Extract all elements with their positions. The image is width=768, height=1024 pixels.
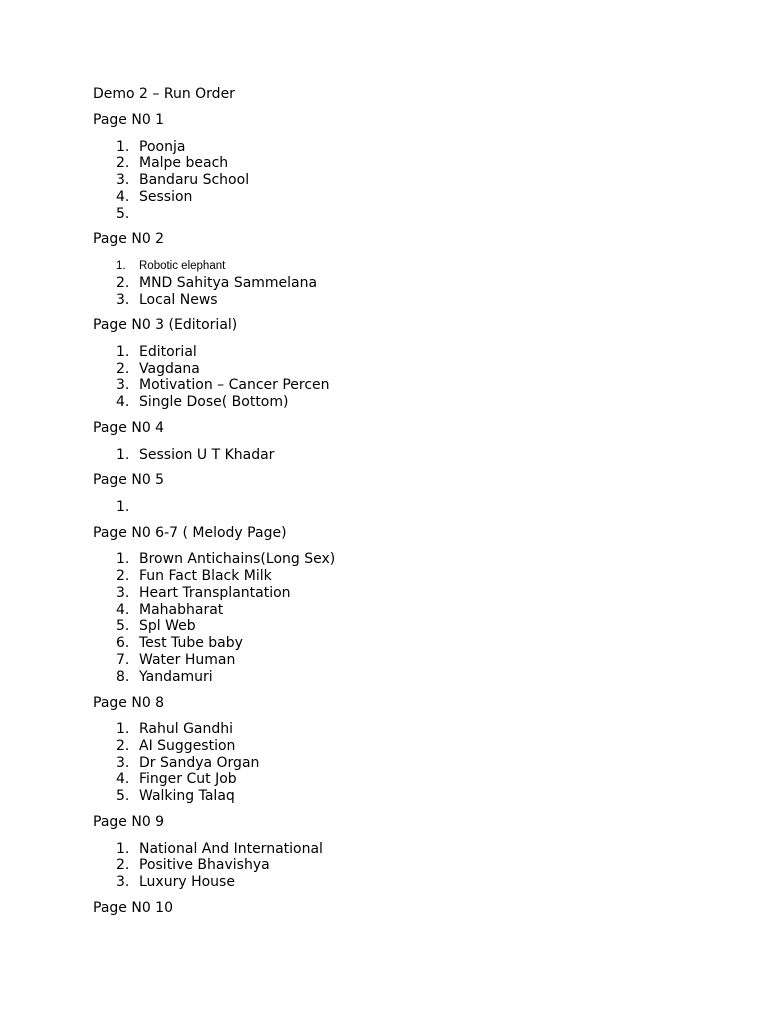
list-item-text: Malpe beach [139,155,229,172]
numbered-list [93,551,713,685]
list-item-number: 1. [116,551,130,568]
list-item [93,551,713,568]
list-item-text: Poonja [139,138,186,155]
numbered-list [93,447,713,464]
list-item-number: 1. [116,446,130,463]
list-item-number: 1. [116,138,130,155]
list-item-number: 4. [116,188,130,205]
list-item [93,139,713,156]
section-heading: Page N0 4 [93,420,165,437]
list-item-number: 1. [116,343,130,360]
list-item-text: Yandamuri [139,668,213,685]
list-item-text: Dr Sandya Organ [139,754,260,771]
list-item [93,568,713,585]
list-item [93,258,713,275]
list-item-text: Finger Cut Job [139,771,237,788]
list-item-text: Robotic elephant [139,259,226,272]
numbered-list [93,139,713,223]
list-item [93,841,713,858]
list-item-text: Session [139,188,193,205]
list-item-number: 3. [116,377,130,394]
list-item-number: 4. [116,771,130,788]
list-item [93,292,713,309]
list-item-text: Single Dose( Bottom) [139,394,289,411]
section-heading: Page N0 6-7 ( Melody Page) [93,524,287,541]
list-item-text: Water Human [139,651,236,668]
list-item-text: Session U T Khadar [139,446,275,463]
list-item-number: 1. [116,259,126,272]
list-item-number: 7. [116,651,130,668]
list-item [93,738,713,755]
list-item [93,669,713,686]
list-item [93,721,713,738]
list-item [93,189,713,206]
list-item-number: 2. [116,567,130,584]
list-item [93,788,713,805]
list-item-text: AI Suggestion [139,737,236,754]
list-item [93,857,713,874]
section-heading: Page N0 9 [93,814,165,831]
list-item [93,275,713,292]
list-item-text: Heart Transplantation [139,584,291,601]
numbered-list [93,721,713,805]
list-item-text: Luxury House [139,874,235,891]
run-order-sections [93,112,713,926]
list-item [93,344,713,361]
section-heading: Page N0 1 [93,112,165,128]
list-item-text: National And International [139,840,323,857]
list-item-number: 5. [116,618,130,635]
list-item-number: 5. [116,788,130,805]
list-item-number: 3. [116,754,130,771]
numbered-list [93,258,713,308]
list-item-text: Local News [139,291,218,308]
list-item-text: Bandaru School [139,172,250,189]
document-body [93,86,713,926]
list-item [93,499,713,516]
list-item [93,394,713,411]
list-item-text: Positive Bhavishya [139,857,270,874]
list-item [93,618,713,635]
list-item [93,172,713,189]
list-item [93,585,713,602]
list-item-number: 6. [116,635,130,652]
list-item-text: Fun Fact Black Milk [139,567,272,584]
list-item [93,602,713,619]
list-item-number: 3. [116,874,130,891]
section-heading: Page N0 2 [93,231,165,248]
list-item-text: Editorial [139,343,197,360]
list-item-text: Vagdana [139,360,200,377]
list-item-text: Test Tube baby [139,635,243,652]
list-item-text: Motivation – Cancer Percen [139,377,330,394]
numbered-list [93,344,713,411]
list-item [93,652,713,669]
list-item-number: 3. [116,291,130,308]
list-item [93,874,713,891]
list-item [93,361,713,378]
list-item-number: 5. [116,205,130,222]
list-item-text: Mahabharat [139,601,224,618]
list-item-number: 2. [116,857,130,874]
list-item [93,635,713,652]
list-item-number: 1. [116,840,130,857]
list-item-number: 1. [116,721,130,738]
list-item-text: MND Sahitya Sammelana [139,274,318,291]
list-item-number: 4. [116,394,130,411]
list-item [93,771,713,788]
numbered-list [93,499,713,516]
section-heading: Page N0 10 [93,899,173,916]
list-item [93,447,713,464]
list-item-text: Walking Talaq [139,788,235,805]
numbered-list [93,841,713,891]
list-item [93,206,713,223]
list-item-number: 3. [116,584,130,601]
list-item [93,755,713,772]
section-heading: Page N0 3 (Editorial) [93,317,238,334]
list-item-number: 2. [116,155,130,172]
list-item-number: 1. [116,498,130,515]
list-item [93,377,713,394]
list-item-number: 2. [116,737,130,754]
list-item [93,155,713,172]
list-item-text: Spl Web [139,618,196,635]
document-title: Demo 2 – Run Order [93,86,235,102]
list-item-number: 2. [116,360,130,377]
section-heading: Page N0 5 [93,472,165,489]
list-item-number: 4. [116,601,130,618]
section-heading: Page N0 8 [93,694,165,711]
list-item-number: 3. [116,172,130,189]
list-item-text: Rahul Gandhi [139,721,234,738]
list-item-text: Brown Antichains(Long Sex) [139,551,336,568]
list-item-number: 8. [116,668,130,685]
list-item-number: 2. [116,274,130,291]
